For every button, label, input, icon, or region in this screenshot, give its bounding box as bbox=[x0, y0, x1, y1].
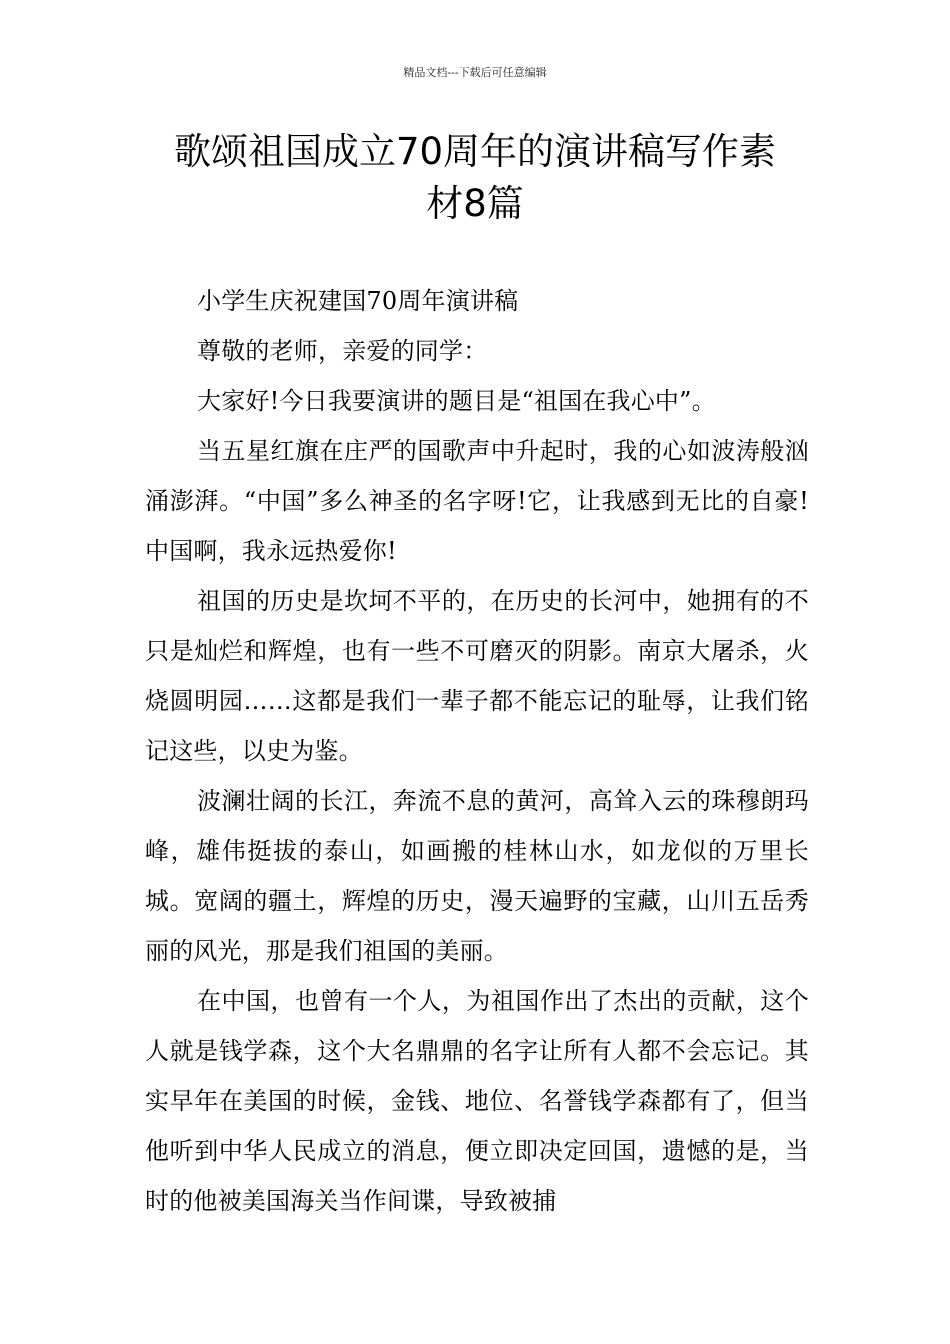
paragraph-landscape: 波澜壮阔的长江，奔流不息的黄河，高耸入云的珠穆朗玛峰，雄伟挺拔的泰山，如画搬的桂林山水，如龙似的万里长城。宽阔的疆土，辉煌的历史，漫天遍野的宝藏，山川五岳秀丽的风光，那是我们祖国的美丽。 bbox=[145, 787, 809, 965]
paragraph-qian-xuesen: 在中国，也曾有一个人，为祖国作出了杰出的贡献，这个人就是钱学森，这个大名鼎鼎的名字让所有人都不会忘记。其实早年在美国的时候，金钱、地位、名誉钱学森都有了，但当他听到中华人民成立的消息，便立即决定回国，遗憾的是，当时的他被美国海关当作间谍，导致被捕 bbox=[145, 987, 809, 1215]
paragraph-speech-title: 小学生庆祝建国70周年演讲稿 bbox=[197, 287, 519, 315]
document-title bbox=[140, 126, 810, 230]
page-header: 精品文档---下载后可任意编辑 bbox=[403, 66, 547, 79]
paragraph-history: 祖国的历史是坎坷不平的，在历史的长河中，她拥有的不只是灿烂和辉煌，也有一些不可磨灭的阴影。南京大屠杀，火烧圆明园……这都是我们一辈子都不能忘记的耻辱，让我们铭记这些，以史为鉴。 bbox=[145, 587, 809, 765]
paragraph-flag: 当五星红旗在庄严的国歌声中升起时，我的心如波涛般汹涌澎湃。“中国”多么神圣的名字呀!它，让我感到无比的自豪!中国啊，我永远热爱你! bbox=[145, 437, 809, 565]
document-title-line-1: 歌颂祖国成立70周年的演讲稿写作素 bbox=[173, 130, 777, 173]
paragraph-salutation: 尊敬的老师，亲爱的同学： bbox=[197, 337, 488, 365]
paragraph-greeting: 大家好!今日我要演讲的题目是“祖国在我心中”。 bbox=[197, 387, 716, 415]
document-title-line-2: 材8篇 bbox=[426, 182, 524, 225]
document-body bbox=[145, 276, 809, 1226]
